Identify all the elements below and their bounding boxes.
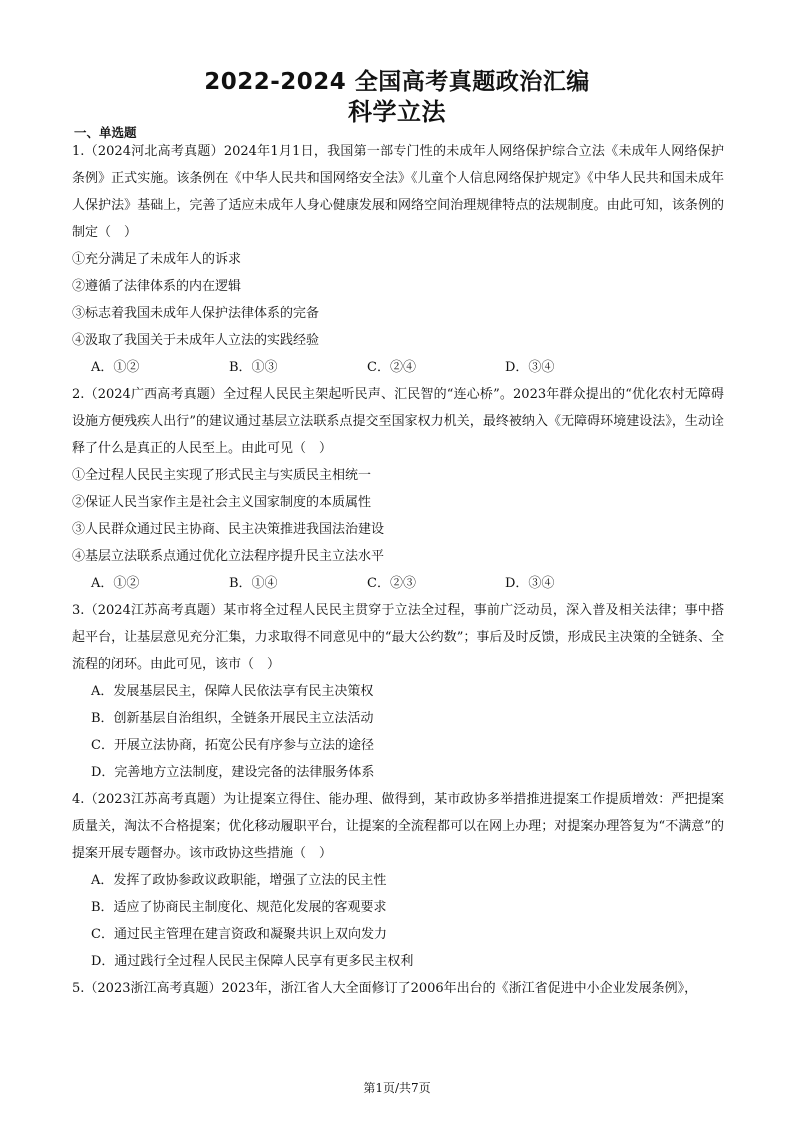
page-title: 2022-2024 全国高考真题政治汇编 xyxy=(204,69,590,95)
page-subtitle: 科学立法 xyxy=(348,98,446,126)
option-a: A．发展基层民主，保障人民依法享有民主决策权 xyxy=(91,684,374,699)
question-3 xyxy=(72,597,724,786)
question-stem: 2.（2024广西高考真题）全过程人民民主架起听民声、汇民智的“连心桥”。2023年群众提出的“优化农村无障碍设施方便残疾人出行”的建议通过基层立法联系点提交至国家权力机关，最终被纳入《无障碍环境建设法》，生动诠释了什么是真正的人民至上。由此可见（ ） xyxy=(72,387,724,456)
statement: ④汲取了我国关于未成年人立法的实践经验 xyxy=(72,333,320,348)
option-d: D．完善地方立法制度，建设完备的法律服务体系 xyxy=(91,765,375,780)
question-stem: 5.（2023浙江高考真题）2023年，浙江省人大全面修订了2006年出台的《浙江省促进中小企业发展条例》， xyxy=(72,981,698,996)
option-d: D．③④ xyxy=(505,576,555,591)
option-b: B．适应了协商民主制度化、规范化发展的客观要求 xyxy=(91,900,387,915)
section-heading: 一、单选题 xyxy=(74,125,137,140)
question-4 xyxy=(72,786,724,975)
option-b: B．①④ xyxy=(229,576,278,591)
option-c: C．②④ xyxy=(367,360,416,375)
answer-options xyxy=(72,354,724,381)
page-footer: 第1页/共7页 xyxy=(363,1081,431,1095)
statement: ①全过程人民民主实现了形式民主与实质民主相统一 xyxy=(72,468,372,483)
statement: ③人民群众通过民主协商、民主决策推进我国法治建设 xyxy=(72,522,385,537)
answer-options xyxy=(72,570,724,597)
statement: ③标志着我国未成年人保护法律体系的完备 xyxy=(72,306,320,321)
question-stem: 1.（2024河北高考真题）2024年1月1日，我国第一部专门性的未成年人网络保护综合立法《未成年人网络保护条例》正式实施。该条例在《中华人民共和国网络安全法》《儿童个人信息网络保护规定》《中华人民共和国未成年人保护法》基础上，完善了适应未成年人身心健康发展和网络空间治理规律特点的法规制度。由此可知，该条例的制定（ ） xyxy=(72,144,724,240)
option-a: A．①② xyxy=(91,576,140,591)
statement: ②保证人民当家作主是社会主义国家制度的本质属性 xyxy=(72,495,372,510)
option-c: C．通过民主管理在建言资政和凝聚共识上双向发力 xyxy=(91,927,387,942)
option-d: D．通过践行全过程人民民主保障人民享有更多民主权利 xyxy=(91,954,414,969)
option-a: A．①② xyxy=(91,360,140,375)
question-list xyxy=(72,138,724,1002)
question-2 xyxy=(72,381,724,597)
statement: ④基层立法联系点通过优化立法程序提升民主立法水平 xyxy=(72,549,385,564)
option-c: C．开展立法协商，拓宽公民有序参与立法的途径 xyxy=(91,738,374,753)
question-5 xyxy=(72,975,724,1002)
option-b: B．①③ xyxy=(229,360,278,375)
option-b: B．创新基层自治组织，全链条开展民主立法活动 xyxy=(91,711,374,726)
statement: ①充分满足了未成年人的诉求 xyxy=(72,252,242,267)
question-stem: 3.（2024江苏高考真题）某市将全过程人民民主贯穿于立法全过程，事前广泛动员，深入普及相关法律；事中搭起平台，让基层意见充分汇集，力求取得不同意见中的“最大公约数”；事后及时反馈，形成民主决策的全链条、全流程的闭环。由此可见，该市（ ） xyxy=(72,603,724,672)
option-a: A．发挥了政协参政议政职能，增强了立法的民主性 xyxy=(91,873,387,888)
option-c: C．②③ xyxy=(367,576,416,591)
question-stem: 4.（2023江苏高考真题）为让提案立得住、能办理、做得到，某市政协多举措推进提案工作提质增效：严把提案质量关，淘汰不合格提案；优化移动履职平台，让提案的全流程都可以在网上办理；对提案办理答复为“不满意”的提案开展专题督办。该市政协这些措施（ ） xyxy=(72,792,724,861)
statement: ②遵循了法律体系的内在逻辑 xyxy=(72,279,242,294)
question-1 xyxy=(72,138,724,381)
option-d: D．③④ xyxy=(505,360,555,375)
